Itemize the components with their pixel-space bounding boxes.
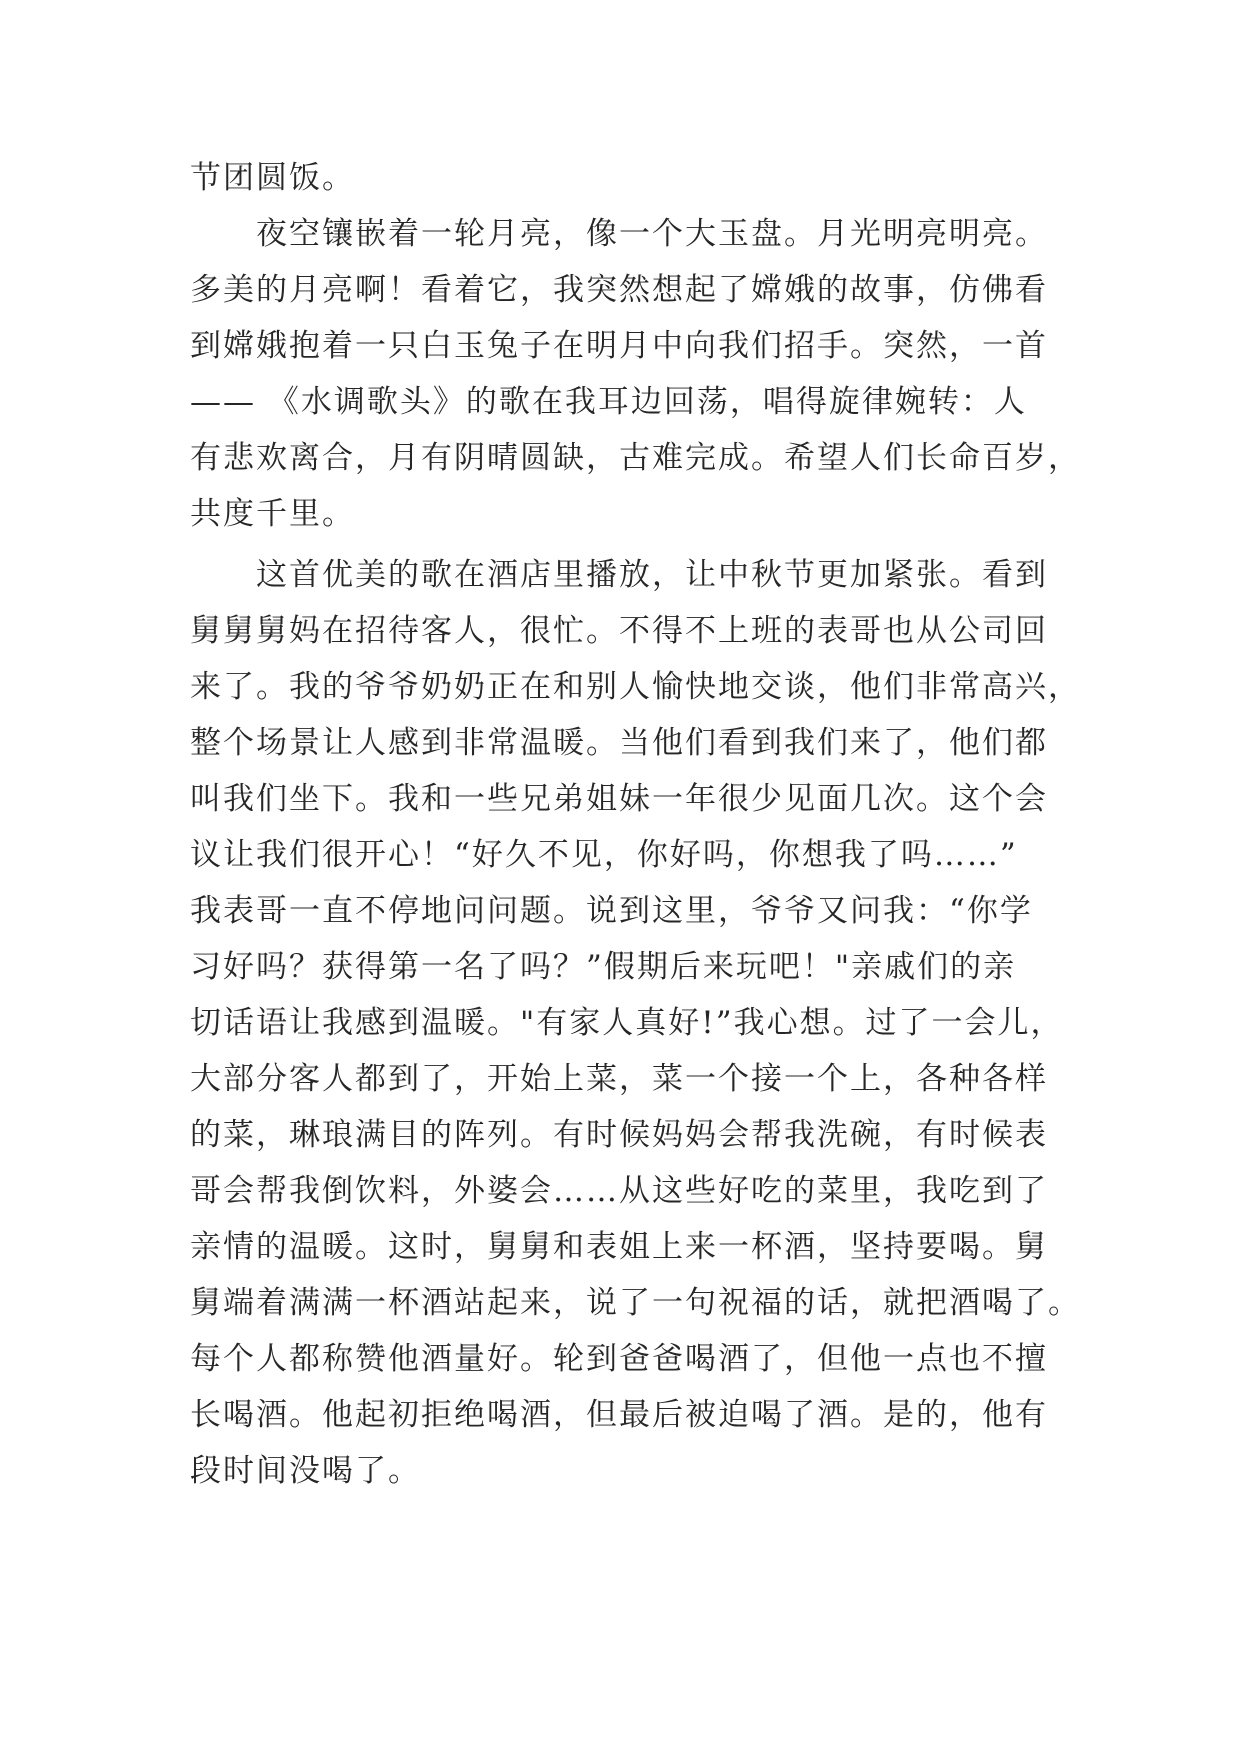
text-line: 的菜，琳琅满目的阵列。有时候妈妈会帮我洗碗，有时候表 — [190, 1117, 1048, 1153]
paragraph-first-line: 这首优美的歌在酒店里播放，让中秋节更加紧张。看到 — [256, 557, 1048, 593]
text-line: —— 《水调歌头》的歌在我耳边回荡，唱得旋律婉转：人 — [190, 384, 1027, 420]
text-line: 共度千里。 — [190, 496, 355, 532]
text-line: 长喝酒。他起初拒绝喝酒，但最后被迫喝了酒。是的，他有 — [190, 1397, 1048, 1433]
text-line: 舅端着满满一杯酒站起来，说了一句祝福的话，就把酒喝了。 — [190, 1285, 1081, 1321]
paragraph-first-line: 夜空镶嵌着一轮月亮，像一个大玉盘。月光明亮明亮。 — [256, 216, 1048, 252]
text-line: 议让我们很开心！“好久不见，你好吗，你想我了吗……” — [190, 837, 1018, 873]
text-line: 节团圆饭。 — [190, 160, 355, 196]
text-line: 习好吗？获得第一名了吗？”假期后来玩吧！"亲戚们的亲 — [190, 949, 1017, 985]
text-line: 切话语让我感到温暖。"有家人真好!”我心想。过了一会儿， — [190, 1005, 1064, 1041]
text-line: 每个人都称赞他酒量好。轮到爸爸喝酒了，但他一点也不擅 — [190, 1341, 1048, 1377]
text-line: 舅舅舅妈在招待客人，很忙。不得不上班的表哥也从公司回 — [190, 613, 1048, 649]
text-line: 哥会帮我倒饮料，外婆会……从这些好吃的菜里，我吃到了 — [190, 1173, 1048, 1209]
text-line: 来了。我的爷爷奶奶正在和别人愉快地交谈，他们非常高兴， — [190, 669, 1081, 705]
text-line: 段时间没喝了。 — [190, 1453, 421, 1489]
text-line: 亲情的温暖。这时，舅舅和表姐上来一杯酒，坚持要喝。舅 — [190, 1229, 1048, 1265]
text-line: 叫我们坐下。我和一些兄弟姐妹一年很少见面几次。这个会 — [190, 781, 1048, 817]
text-line: 到嫦娥抱着一只白玉兔子在明月中向我们招手。突然，一首 — [190, 328, 1048, 364]
text-line: 我表哥一直不停地问问题。说到这里，爷爷又问我：“你学 — [190, 893, 1033, 929]
text-line: 多美的月亮啊！看着它，我突然想起了嫦娥的故事，仿佛看 — [190, 272, 1048, 308]
text-line: 大部分客人都到了，开始上菜，菜一个接一个上，各种各样 — [190, 1061, 1048, 1097]
text-line: 整个场景让人感到非常温暖。当他们看到我们来了，他们都 — [190, 725, 1048, 761]
text-line: 有悲欢离合，月有阴晴圆缺，古难完成。希望人们长命百岁， — [190, 440, 1081, 476]
